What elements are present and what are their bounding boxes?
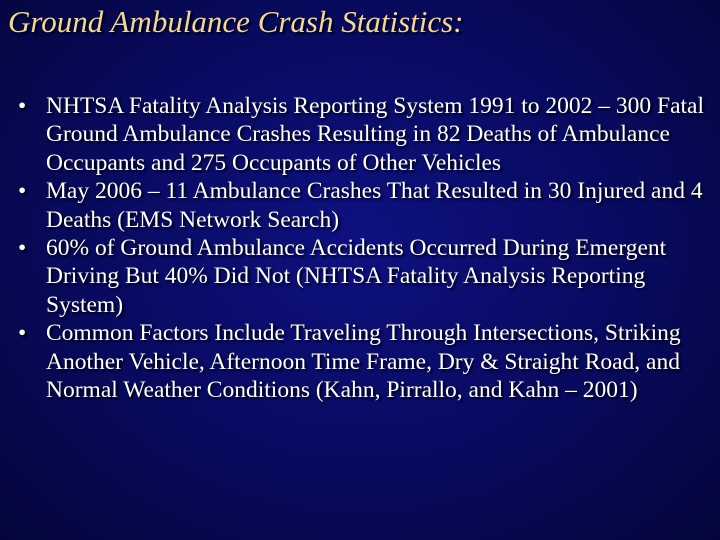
bullet-marker: • xyxy=(18,235,27,262)
bullet-item xyxy=(18,92,714,177)
bullet-marker: • xyxy=(18,320,27,347)
bullet-list xyxy=(18,92,714,404)
bullet-item xyxy=(18,234,714,319)
slide-title: Ground Ambulance Crash Statistics: xyxy=(8,4,464,39)
bullet-text: Common Factors Include Traveling Through Intersections, Striking Another Vehicle, Afternoon Time Frame, Dry & Straight Road, and Normal Weather Conditions (Kahn, Pirrallo, and Kahn – 2001) xyxy=(46,320,681,404)
bullet-item xyxy=(18,177,714,234)
bullet-marker: • xyxy=(18,93,27,119)
bullet-text: NHTSA Fatality Analysis Reporting System 1991 to 2002 – 300 Fatal Ground Ambulance Crashes Resulting in 82 Deaths of Ambulance Occupants and 275 Occupants of Other Vehicles xyxy=(46,93,704,176)
bullet-text: May 2006 – 11 Ambulance Crashes That Resulted in 30 Injured and 4 Deaths (EMS Network Search) xyxy=(46,178,703,233)
bullet-marker: • xyxy=(18,178,27,205)
bullet-item xyxy=(18,319,714,404)
bullet-text: 60% of Ground Ambulance Accidents Occurred During Emergent Driving But 40% Did Not (NHTSA Fatality Analysis Reporting System) xyxy=(46,235,667,318)
